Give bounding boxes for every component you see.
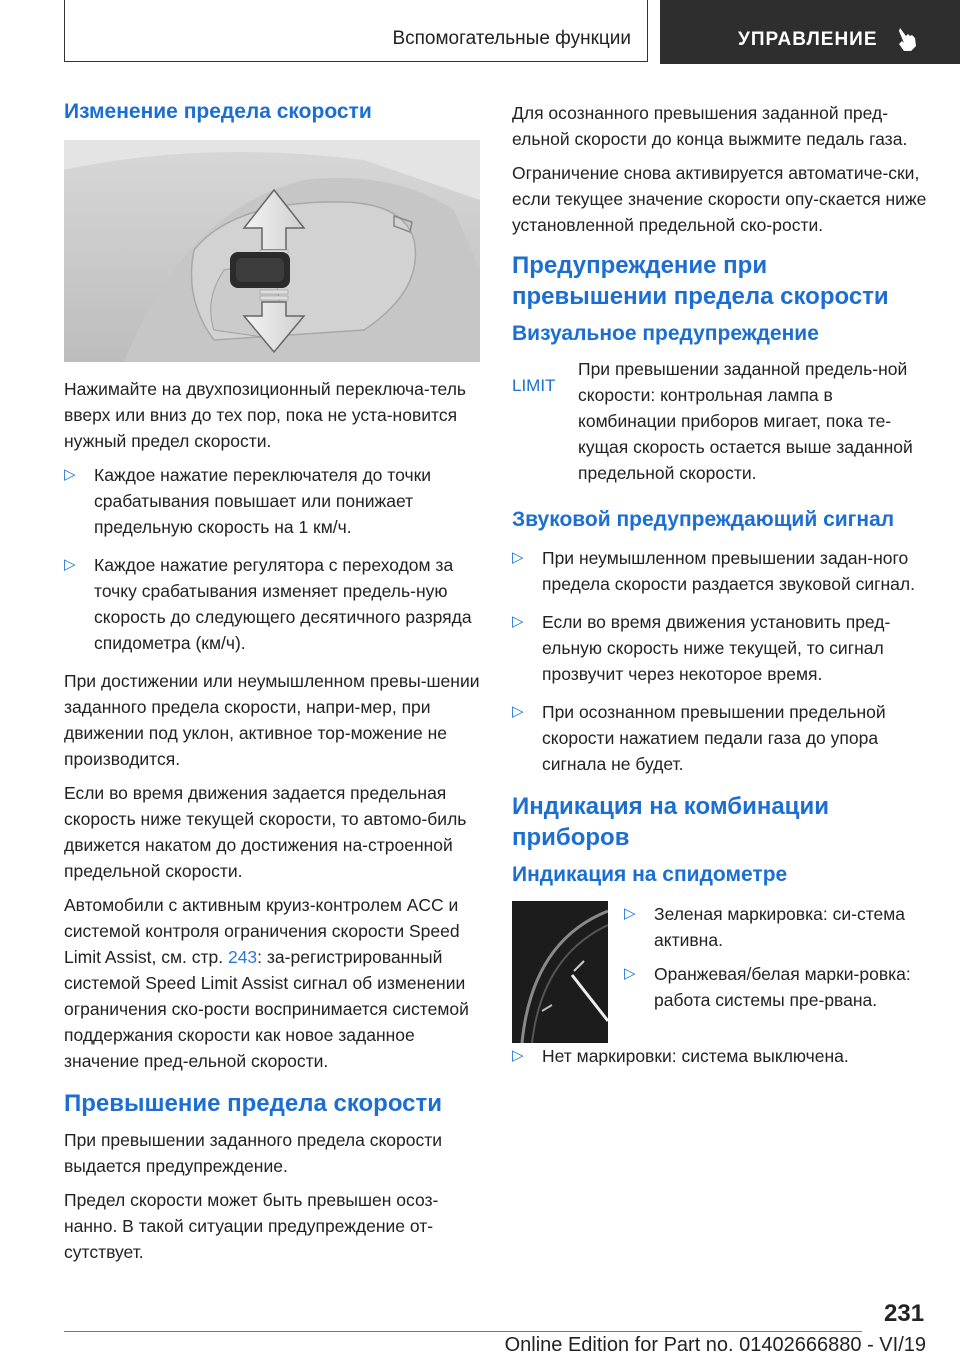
page-link[interactable]: 243: [227, 947, 258, 967]
pointing-hand-icon: [896, 26, 920, 52]
triangle-bullet-icon: ▷: [512, 1047, 524, 1064]
paragraph: Предел скорости может быть превышен осоз-нанно. В такой ситуации предупреждение от-сутствует.: [64, 1190, 439, 1262]
left-column: [64, 100, 480, 1273]
triangle-bullet-icon: ▷: [64, 466, 76, 483]
paragraph: Нажимайте на двухпозиционный переключа-тель вверх или вниз до тех пор, пока не уста-новится нужный предел скорости.: [64, 379, 467, 451]
section-title-change-limit: Изменение предела скорости: [64, 100, 372, 123]
paragraph: При превышении заданного предела скорости выдается предупреждение.: [64, 1130, 443, 1176]
section-title-cluster-display: Индикация на комбинации приборов: [512, 793, 829, 851]
paragraph: При превышении заданной предель-ной скорости: контрольная лампа в комбинации приборов мигает, пока те-кущая скорость остается выше заданной предельной скорости.: [578, 359, 913, 483]
footer-edition: Online Edition for Part no. 01402666880 - VI/19: [504, 1334, 926, 1356]
paragraph: Автомобили с активным круиз-контролем ACC и системой контроля ограничения скорости Speed Limit Assist, см. стр. 243: за-регистрированный системой Speed Limit Assist сигнал об изменении ограничения ско-рости воспринимается системой поддержания скорости как новое заданное значение пред-ельной скорости.: [64, 895, 469, 1071]
header-section-box: [64, 0, 648, 62]
list-item: ▷ При осознанном превышении предельной скорости нажатием педали газа до упора сигнала не будет.: [512, 699, 928, 777]
subtitle-speedometer: Индикация на спидометре: [512, 863, 788, 886]
triangle-bullet-icon: ▷: [624, 905, 636, 922]
speedometer-image: [512, 901, 608, 1043]
list-item: ▷ Каждое нажатие регулятора с переходом за точку срабатывания изменяет предель-ную скорость до следующего десятичного разряда спидометра (км/ч).: [64, 552, 480, 656]
triangle-bullet-icon: ▷: [624, 965, 636, 982]
triangle-bullet-icon: ▷: [512, 703, 524, 720]
triangle-bullet-icon: ▷: [512, 549, 524, 566]
list-item: ▷ Каждое нажатие переключателя до точки срабатывания повышает или понижает предельную скорость на 1 км/ч.: [64, 462, 480, 540]
triangle-bullet-icon: ▷: [64, 556, 76, 573]
visual-warning-block: [512, 356, 928, 486]
list-item: ▷ Зеленая маркировка: си-стема активна.: [624, 901, 928, 953]
paragraph: Ограничение снова активируется автоматиче-ски, если текущее значение скорости опу-скается ниже установленной предельной ско-рости.: [512, 163, 927, 235]
list-item: ▷ Нет маркировки: система выключена.: [512, 1043, 928, 1069]
subtitle-visual-warning: Визуальное предупреждение: [512, 322, 819, 345]
list-item: ▷ При неумышленном превышении задан-ного предела скорости раздается звуковой сигнал.: [512, 545, 928, 597]
paragraph: При достижении или неумышленном превы-шении заданного предела скорости, напри-мер, при движении под уклон, активное тор-можение не производится.: [64, 671, 480, 769]
paragraph: Если во время движения задается предельная скорость ниже текущей скорости, то автомо-биль движется накатом до достижения на-строенной предельной скорости.: [64, 783, 467, 881]
header-chapter-title: УПРАВЛЕНИЕ: [738, 29, 878, 50]
header-section-title: Вспомогательные функции: [392, 28, 631, 49]
list-item: ▷ Если во время движения установить пред-ельную скорость ниже текущей, то сигнал прозвучит через некоторое время.: [512, 609, 928, 687]
footer-divider: [64, 1331, 862, 1332]
steering-wheel-switch-image: [64, 140, 480, 362]
section-title-warning: Предупреждение при превышении предела скорости: [512, 252, 889, 310]
speedometer-block: [512, 901, 928, 1043]
limit-indicator-icon: LIMIT: [512, 376, 556, 395]
list-item: ▷ Оранжевая/белая марки-ровка: работа системы пре-рвана.: [624, 961, 928, 1013]
right-column: [512, 100, 928, 1081]
section-title-exceed-limit: Превышение предела скорости: [64, 1090, 443, 1117]
header-chapter-box: [660, 0, 960, 64]
triangle-bullet-icon: ▷: [512, 613, 524, 630]
paragraph: Для осознанного превышения заданной пред-ельной скорости до конца выжмите педаль газа.: [512, 103, 908, 149]
subtitle-acoustic-warning: Звуковой предупреждающий сигнал: [512, 508, 895, 531]
page-number: 231: [884, 1300, 925, 1327]
